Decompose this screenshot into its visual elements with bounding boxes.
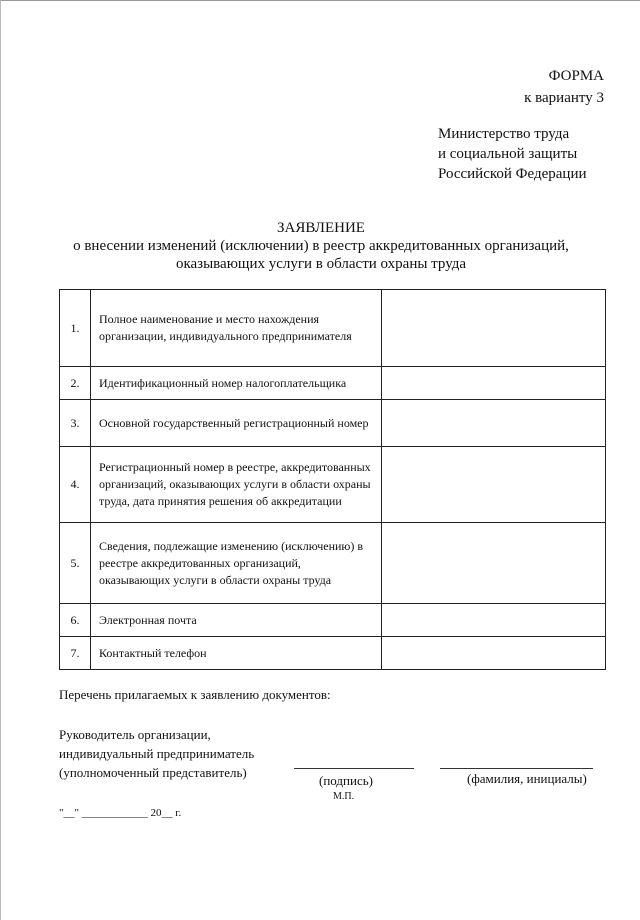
attachments-label: Перечень прилагаемых к заявлению документов: xyxy=(59,687,331,702)
row-number: 4. xyxy=(60,447,91,523)
row-label: Электронная почта xyxy=(91,604,382,637)
table-row xyxy=(60,523,606,604)
row-value[interactable] xyxy=(382,367,606,400)
table-row xyxy=(60,637,606,670)
row-label: Полное наименование и место нахождения организации, индивидуального предпринимателя xyxy=(91,290,382,367)
table-row xyxy=(60,400,606,447)
signer-line: индивидуальный предприниматель xyxy=(59,746,255,761)
table-row xyxy=(60,367,606,400)
row-number: 3. xyxy=(60,400,91,447)
row-number: 5. xyxy=(60,523,91,604)
row-value[interactable] xyxy=(382,637,606,670)
table-row xyxy=(60,290,606,367)
form-header xyxy=(524,65,604,109)
ministry-line: Министерство труда xyxy=(438,126,570,142)
stamp-label: М.П. xyxy=(333,791,355,802)
row-label: Сведения, подлежащие изменению (исключению) в реестре аккредитованных организаций, оказывающих услуги в области охраны труда xyxy=(91,523,382,604)
row-label: Регистрационный номер в реестре, аккредитованных организаций, оказывающих услуги в области охраны труда, дата принятия решения об аккредитации xyxy=(91,447,382,523)
form-label: ФОРМА xyxy=(548,68,604,84)
title-line: оказывающих услуги в области охраны труда xyxy=(175,256,467,272)
signer-line: Руководитель организации, xyxy=(59,727,211,742)
row-number: 2. xyxy=(60,367,91,400)
ministry-block xyxy=(438,124,587,184)
row-number: 7. xyxy=(60,637,91,670)
row-number: 6. xyxy=(60,604,91,637)
row-value[interactable] xyxy=(382,523,606,604)
document-title xyxy=(1,219,640,273)
table-row xyxy=(60,604,606,637)
row-number: 1. xyxy=(60,290,91,367)
table-row xyxy=(60,447,606,523)
signature-line[interactable] xyxy=(294,768,414,769)
signer-line: (уполномоченный представитель) xyxy=(59,765,247,780)
ministry-line: и социальной защиты xyxy=(438,146,578,162)
row-value[interactable] xyxy=(382,447,606,523)
row-value[interactable] xyxy=(382,604,606,637)
row-value[interactable] xyxy=(382,290,606,367)
row-label: Основной государственный регистрационный номер xyxy=(91,400,382,447)
ministry-line: Российской Федерации xyxy=(438,166,587,182)
date-line: "__" ____________ 20__ г. xyxy=(59,807,182,819)
form-variant: к варианту 3 xyxy=(524,90,604,106)
name-line[interactable] xyxy=(440,768,593,769)
title-main: ЗАЯВЛЕНИЕ xyxy=(277,220,365,236)
signer-block xyxy=(59,725,254,782)
row-value[interactable] xyxy=(382,400,606,447)
title-line: о внесении изменений (исключении) в реестр аккредитованных организаций, xyxy=(73,238,569,254)
application-table xyxy=(59,289,606,670)
row-label: Идентификационный номер налогоплательщика xyxy=(91,367,382,400)
signature-caption: (подпись) xyxy=(319,773,373,788)
row-label: Контактный телефон xyxy=(91,637,382,670)
name-caption: (фамилия, инициалы) xyxy=(467,771,587,786)
